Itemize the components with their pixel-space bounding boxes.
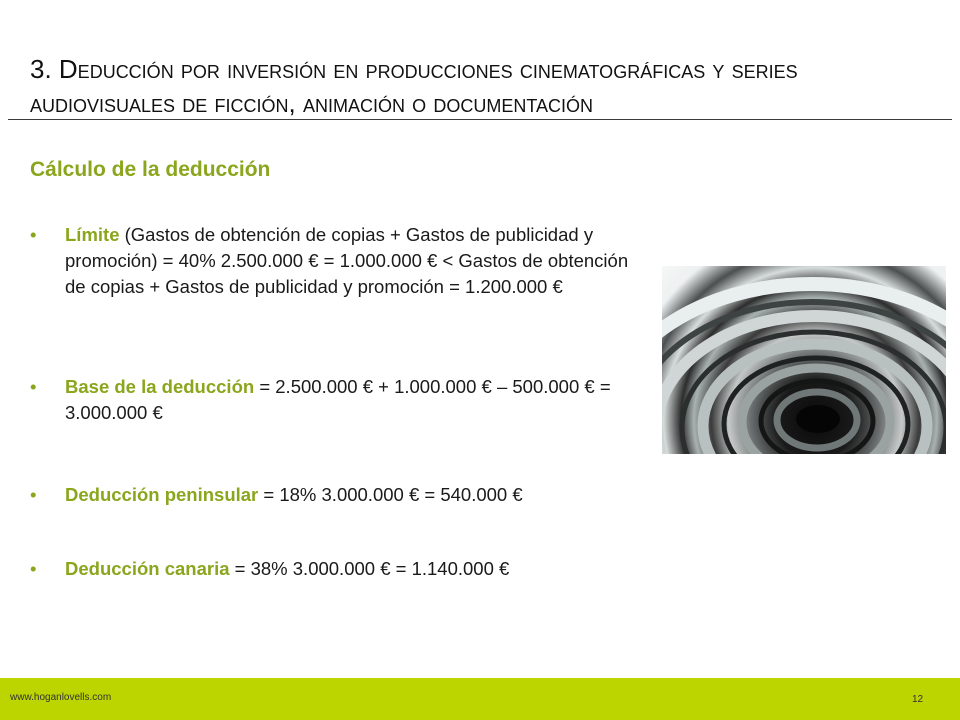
bullet-deduccion-peninsular [30, 482, 630, 508]
bullet-text: = 18% 3.000.000 € = 540.000 € [258, 484, 523, 505]
bullet-base-deduccion [30, 374, 630, 426]
bullet-text: (Gastos de obtención de copias + Gastos de publicidad y promoción) = 40% 2.500.000 € = 1.000.000 € < Gastos de obtención de copias + Gastos de publicidad y promoción = 1.200.000 € [65, 224, 629, 297]
footer-bar [0, 678, 960, 720]
bullet-body [65, 482, 630, 508]
bullet-dot: • [30, 224, 37, 245]
bullet-deduccion-canaria [30, 556, 630, 582]
film-reel-image [662, 266, 946, 454]
title-divider [8, 119, 952, 120]
bullet-text: = 2.500.000 € + 1.000.000 € – 500.000 € = 3.000.000 € [65, 376, 611, 423]
bullet-text: = 38% 3.000.000 € = 1.140.000 € [229, 558, 510, 579]
bullet-body [65, 556, 630, 582]
bullet-lead: Deducción canaria [65, 558, 230, 579]
bullet-lead: Base de la deducción [65, 376, 255, 397]
bullet-body [65, 374, 630, 426]
slide-title: 3. Deducción por inversión en producciones cinematográficas y series audiovisuales de ficción, animación o documentación [30, 54, 798, 118]
bullet-dot: • [30, 376, 37, 397]
footer-url[interactable]: www.hoganlovells.com [10, 692, 112, 703]
bullet-lead: Deducción peninsular [65, 484, 259, 505]
bullet-lead: Límite [65, 224, 120, 245]
page-number: 12 [912, 694, 924, 705]
bullet-body [65, 222, 630, 300]
bullet-dot: • [30, 484, 37, 505]
section-subtitle: Cálculo de la deducción [30, 158, 271, 181]
bullet-dot: • [30, 558, 37, 579]
bullet-limite [30, 222, 630, 300]
